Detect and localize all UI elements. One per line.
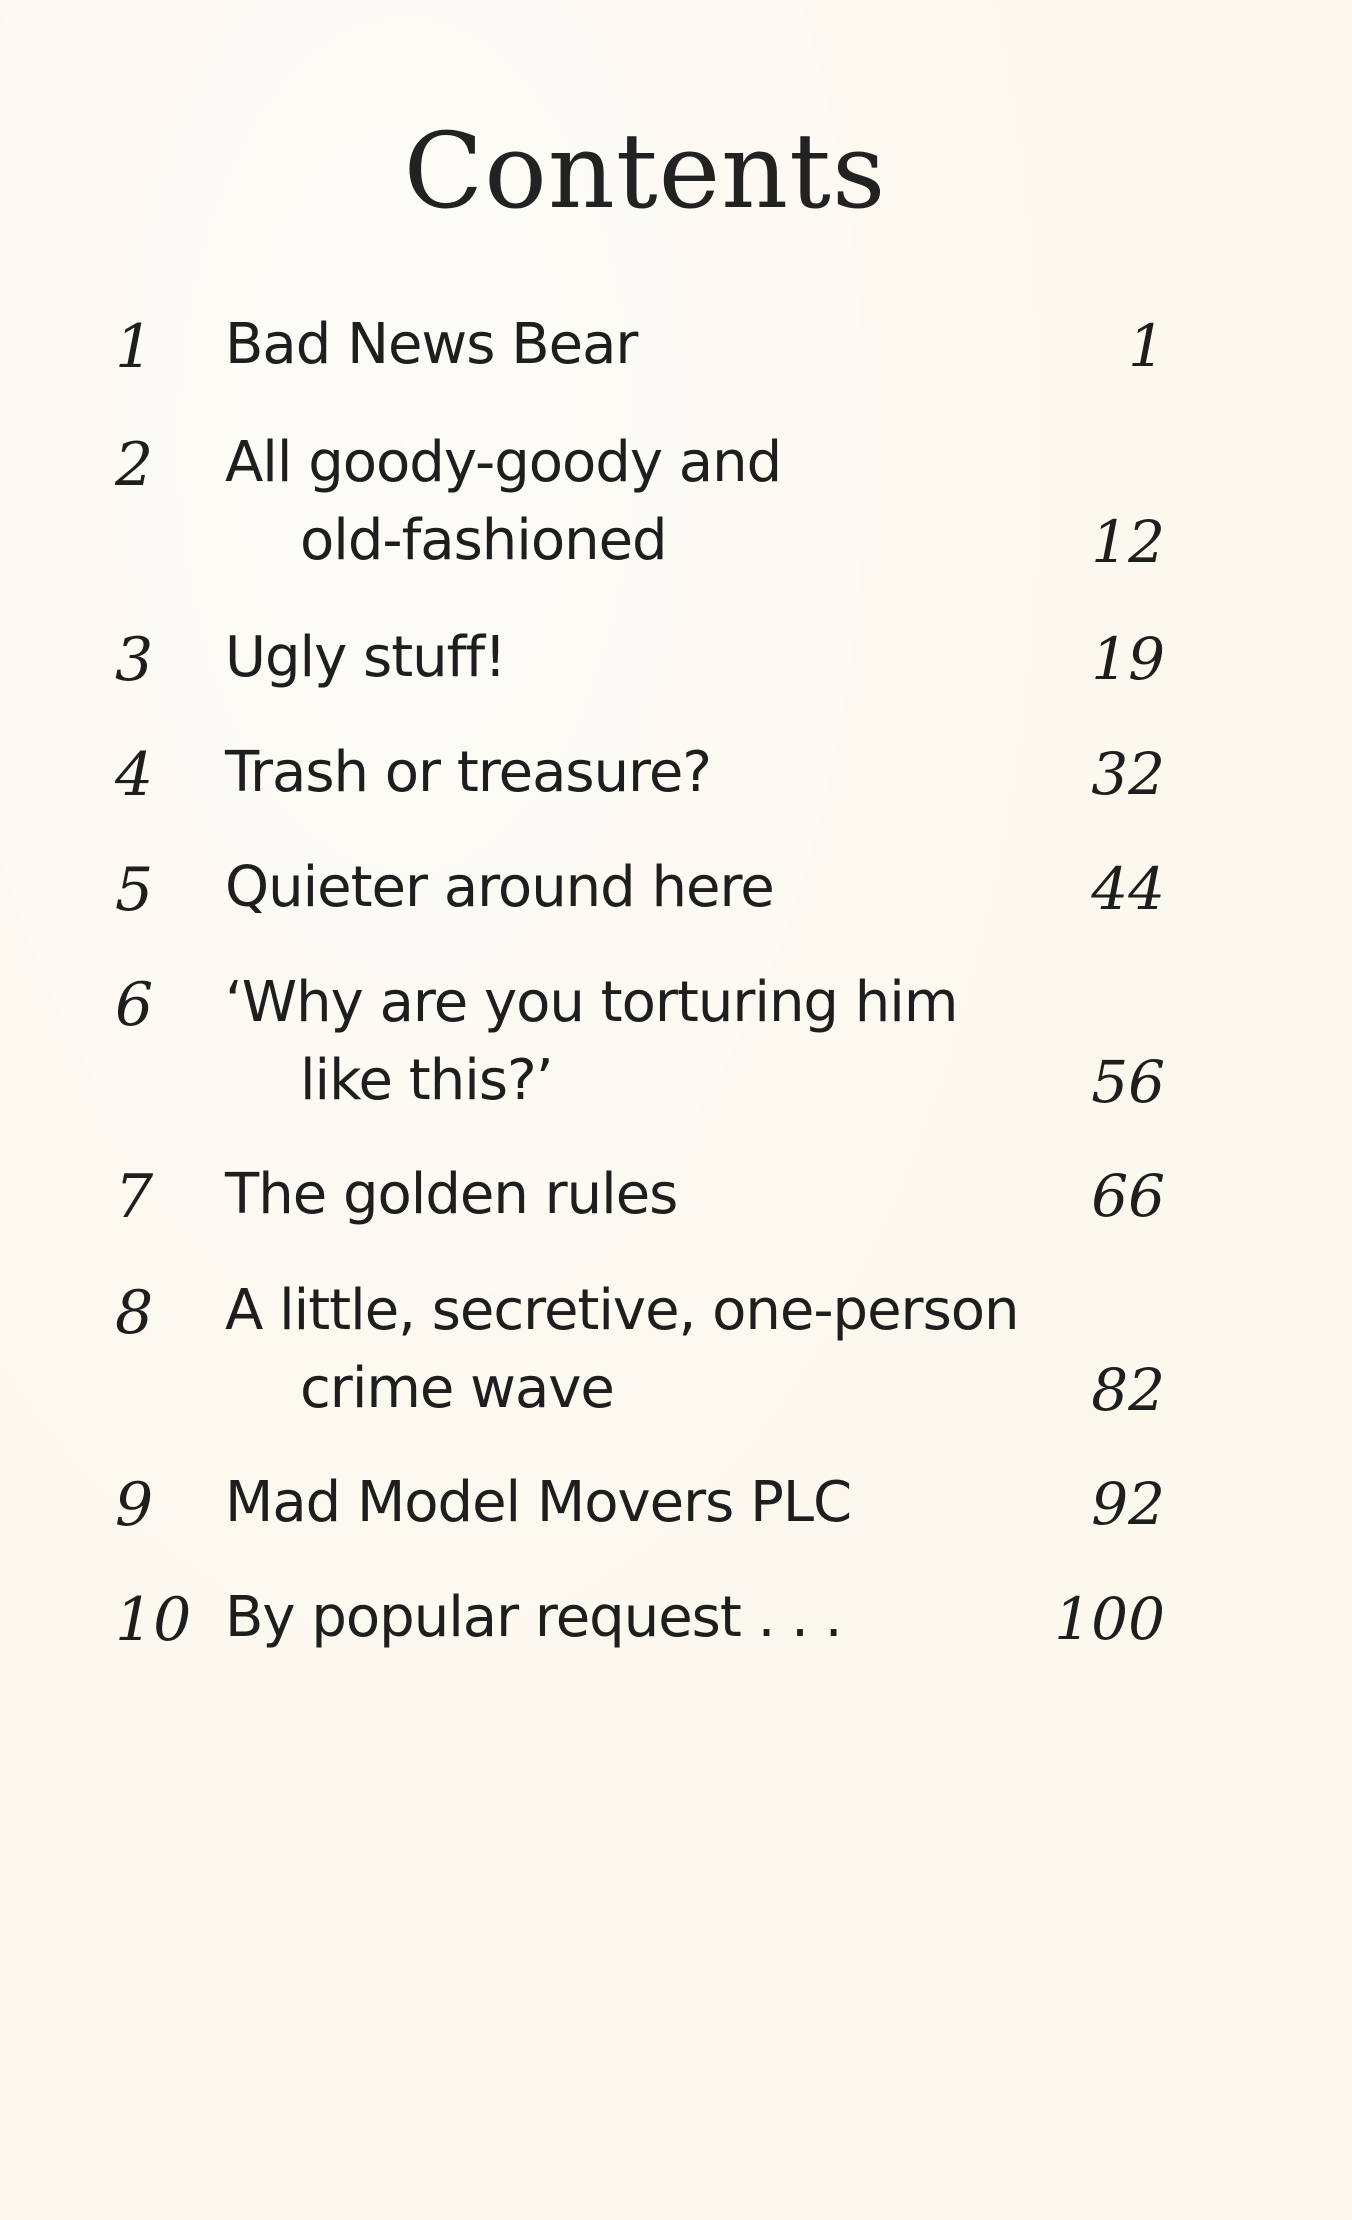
chapter-title: Mad Model Movers PLC [225,1470,852,1535]
chapter-title: Trash or treasure? [225,740,712,805]
chapter-number: 3 [115,625,154,695]
chapter-page-number: 44 [1091,855,1165,923]
chapter-number: 1 [115,312,154,382]
chapter-title: All goody-goody and [225,430,782,495]
chapter-number: 4 [115,740,154,810]
chapter-number: 9 [115,1470,154,1540]
chapter-number: 8 [115,1278,154,1348]
chapter-page-number: 1 [1128,312,1165,380]
chapter-number: 10 [115,1585,192,1655]
chapter-title: The golden rules [225,1162,678,1227]
chapter-title: Bad News Bear [225,312,638,377]
chapter-page-number: 66 [1091,1162,1165,1230]
chapter-number: 7 [115,1162,154,1232]
chapter-page-number: 19 [1091,625,1165,693]
chapter-title-continued: like this?’ [300,1048,553,1113]
chapter-title: Quieter around here [225,855,774,920]
chapter-page-number: 82 [1091,1356,1165,1424]
chapter-page-number: 92 [1091,1470,1165,1538]
chapter-page-number: 100 [1054,1585,1165,1653]
table-of-contents [115,0,1165,2220]
chapter-number: 5 [115,855,154,925]
page-title: Contents [403,110,887,232]
chapter-title: Ugly stuff! [225,625,506,690]
chapter-title: A little, secretive, one-person [225,1278,1019,1343]
chapter-title: By popular request . . . [225,1585,842,1650]
chapter-title-continued: old-fashioned [300,508,667,573]
chapter-title: ‘Why are you torturing him [225,970,958,1035]
chapter-page-number: 56 [1091,1048,1165,1116]
chapter-number: 6 [115,970,154,1040]
chapter-number: 2 [115,430,154,500]
chapter-page-number: 32 [1091,740,1165,808]
chapter-title-continued: crime wave [300,1356,614,1421]
chapter-page-number: 12 [1091,508,1165,576]
